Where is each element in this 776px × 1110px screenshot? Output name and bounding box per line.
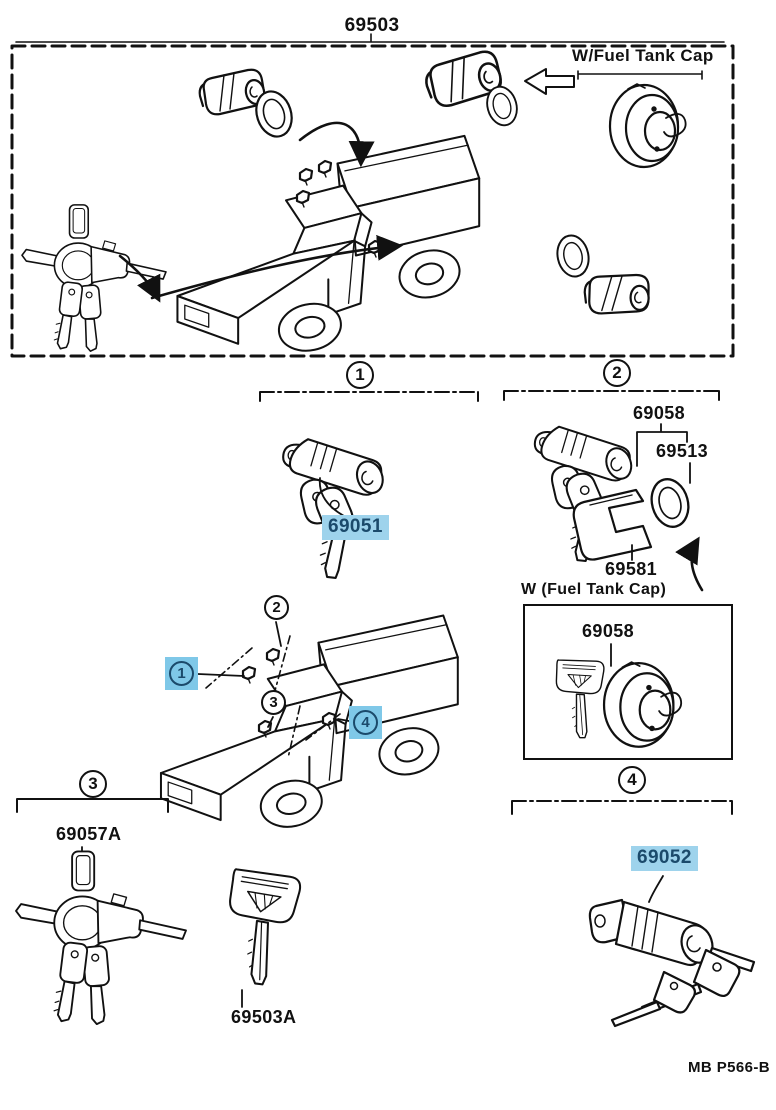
curved-arrow-icon-s2 xyxy=(692,541,702,590)
back-door-lock-cylinder-icon xyxy=(581,266,654,321)
fuel-cap-note: W/Fuel Tank Cap xyxy=(572,46,714,65)
callout-2-section: 2 xyxy=(603,359,631,387)
section3-bracket xyxy=(17,799,168,812)
section1-bracket xyxy=(260,392,478,401)
callout-1-circle: 1 xyxy=(169,661,194,686)
part-label-69058-lock: 69058 xyxy=(633,403,686,423)
fuel-cap-pointer-arrow-icon xyxy=(525,69,574,94)
truck-illustration-locations xyxy=(161,616,458,833)
gasket-icon-69513 xyxy=(647,475,694,531)
part-label-69051[interactable]: 69051 xyxy=(322,515,389,540)
section2-bracket xyxy=(504,391,719,400)
callout-4-section: 4 xyxy=(618,766,646,794)
part-label-69052[interactable]: 69052 xyxy=(631,846,698,871)
callout-4-circle: 4 xyxy=(353,710,378,735)
callout-3-section: 3 xyxy=(79,770,107,798)
callout-4-location-highlighted[interactable] xyxy=(349,706,382,739)
gasket-icon xyxy=(554,233,593,280)
section4-bracket xyxy=(512,801,732,814)
part-label-69503A: 69503A xyxy=(231,1007,297,1027)
key-blank-icon-69503A xyxy=(230,869,300,984)
part-label-69057A: 69057A xyxy=(56,824,122,844)
part-label-69581: 69581 xyxy=(605,559,658,579)
part-label-69058-cap: 69058 xyxy=(582,621,635,641)
door-lock-key-set-icon-s1 xyxy=(283,439,387,578)
fuel-cap-note-bracket xyxy=(578,71,702,79)
ignition-lock-key-set-icon-s3 xyxy=(16,851,186,1024)
callout-1-location-highlighted[interactable] xyxy=(165,657,198,690)
back-door-lock-key-set-icon-69052 xyxy=(590,900,754,1026)
leader-line-69052 xyxy=(649,876,663,902)
fuel-cap-icon xyxy=(610,84,686,167)
assembly-part-number: 69503 xyxy=(344,15,400,36)
fuel-cap-variant-note: W (Fuel Tank Cap) xyxy=(521,581,667,598)
callout-1-section: 1 xyxy=(346,361,374,389)
part-label-69513: 69513 xyxy=(656,441,709,461)
callout-2-location: 2 xyxy=(264,595,289,620)
doc-code: MB P566-B xyxy=(688,1059,770,1076)
callout-3-location: 3 xyxy=(261,690,286,715)
